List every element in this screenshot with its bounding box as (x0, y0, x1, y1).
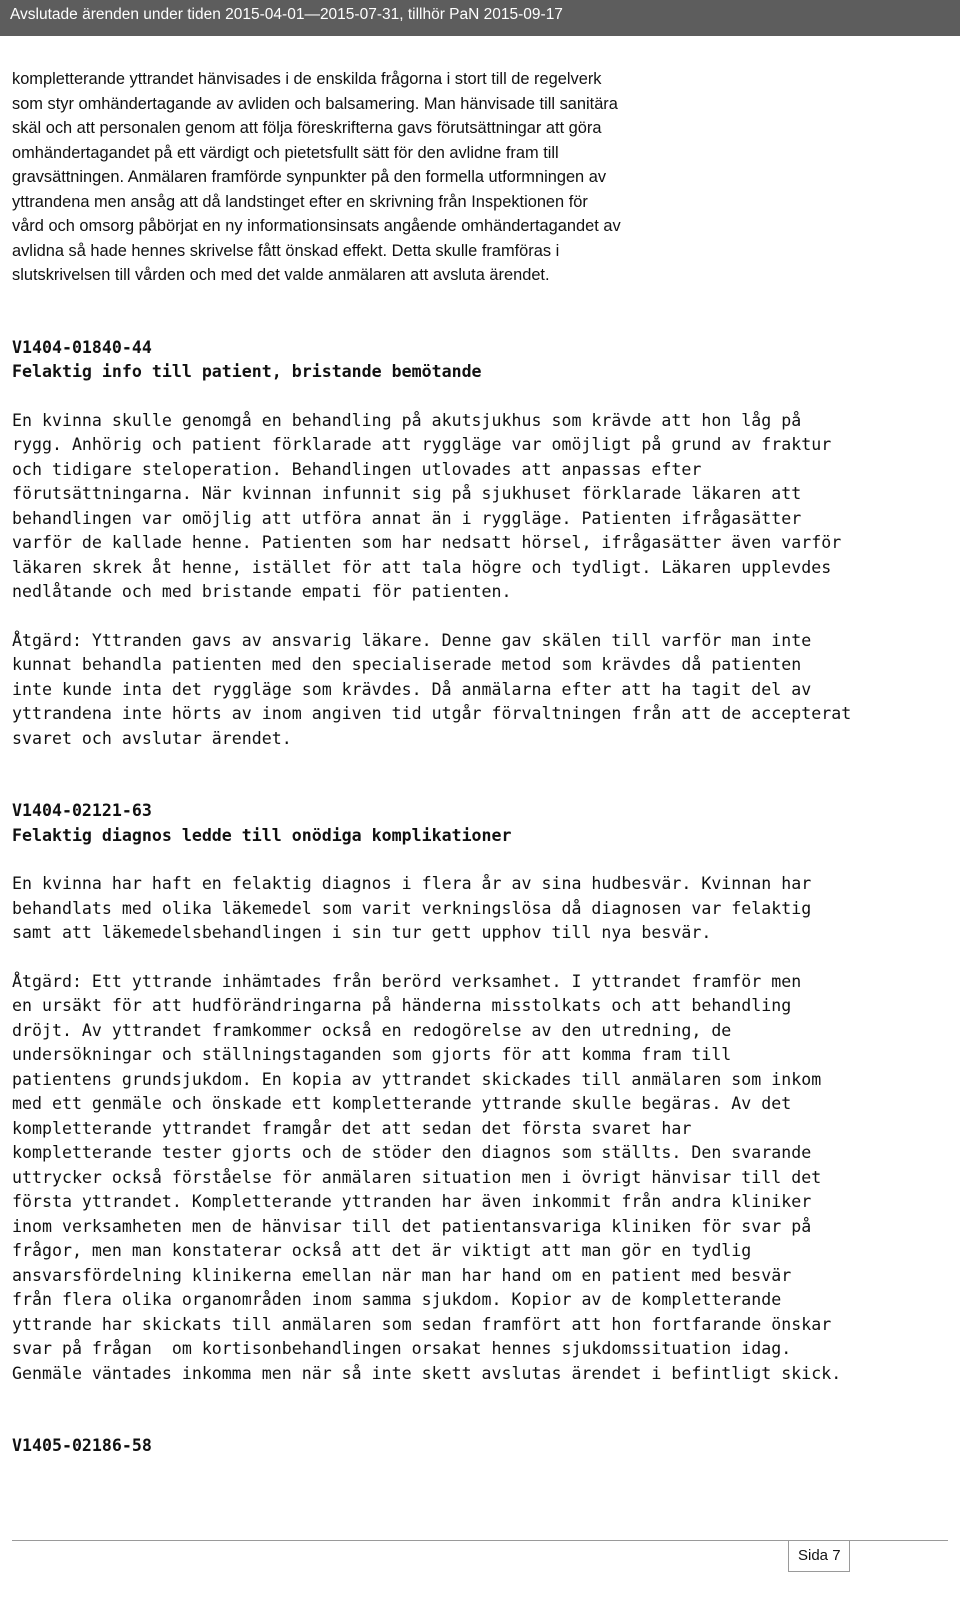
case-action (12, 629, 947, 752)
text-line: inom verksamheten men de hänvisar till det patientansvariga kliniken för svar på (12, 1216, 812, 1236)
text-line: gravsättningen. Anmälaren framförde synpunkter på den formella utformningen av (12, 168, 607, 186)
case-section (12, 1434, 947, 1459)
case-id: V1404-02121-63 (12, 801, 152, 820)
case-section (12, 799, 947, 1386)
page-number: Sida 7 (798, 1547, 841, 1564)
text-line: slutskrivelsen till vården och med det valde anmälaren att avsluta ärendet. (12, 266, 550, 284)
text-line: vård och omsorg påbörjat en ny informationsinsats angående omhändertagandet av (12, 217, 621, 235)
text-line: och tidigare steloperation. Behandlingen utlovades att anpassas efter (12, 459, 702, 479)
text-line: kompletterande tester gjorts och de stöder den diagnos som ställts. Den svarande (12, 1143, 812, 1162)
text-line: yttrandena men ansåg att då landstinget efter en skrivning från Inspektionen för (12, 192, 588, 211)
text-line: rygg. Anhörig och patient förklarade att ryggläge var omöjligt på grund av fraktur (12, 435, 832, 454)
text-line: dröjt. Av yttrandet framkommer också en redogörelse av den utredning, de (12, 1020, 732, 1040)
text-line: uttrycker också förståelse för anmälaren situation men i övrigt hänvisar till det (12, 1167, 822, 1187)
text-line: svaret och avslutar ärendet. (12, 728, 292, 748)
text-line: yttrande har skickats till anmälaren som sedan framfört att hon fortfarande önskar (12, 1314, 832, 1334)
text-line: avlidna så hade hennes skrivelse fått önskad effekt. Detta skulle framföras i (12, 241, 560, 260)
text-line: behandlingen var omöjlig att utföra annat än i ryggläge. Patienten ifrågasätter (12, 508, 802, 528)
text-line: Genmäle väntades inkomma men när så inte skett avslutas ärendet i befintligt skick. (12, 1363, 842, 1383)
text-line: nedlåtande och med bristande empati för patienten. (12, 582, 512, 601)
text-line: läkaren skrek åt henne, istället för att tala högre och tydligt. Läkaren upplevdes (12, 557, 832, 577)
text-line: skäl och att personalen genom att följa föreskrifterna gavs förutsättningar att göra (12, 119, 602, 137)
text-line: kompletterande yttrandet framgår det att sedan det första svaret har (12, 1118, 692, 1138)
case-id: V1404-01840-44 (12, 337, 152, 357)
text-line: Åtgärd: Yttranden gavs av ansvarig läkare. Denne gav skälen till varför man inte (12, 630, 812, 650)
text-line: kompletterande yttrandet hänvisades i de enskilda frågorna i stort till de regelverk (12, 70, 602, 88)
text-line: kunnat behandla patienten med den specialiserade metod som krävdes då patienten (12, 655, 802, 674)
text-line: svar på frågan om kortisonbehandlingen orsakat hennes sjukdomssituation idag. (12, 1339, 792, 1358)
text-line: från flera olika organområden inom samma sjukdom. Kopior av de kompletterande (12, 1290, 782, 1309)
text-line: omhändertagandet på ett värdigt och pietetsfullt sätt för den avlidne fram till (12, 143, 559, 162)
text-line: som styr omhändertagande av avliden och balsamering. Man hänvisade till sanitära (12, 94, 618, 113)
text-line: ansvarsfördelning klinikerna emellan när man har hand om en patient med besvär (12, 1265, 792, 1285)
case-action (12, 970, 947, 1387)
text-line: yttrandena inte hörts av inom angiven tid utgår förvaltningen från att de accepterat (12, 704, 852, 723)
intro-paragraph (12, 67, 947, 288)
case-description (12, 872, 947, 946)
text-line: förutsättningarna. När kvinnan infunnit sig på sjukhuset förklarade läkaren att (12, 484, 802, 503)
case-description (12, 409, 947, 605)
page-header (0, 0, 960, 36)
text-line: inte kunde inta det ryggläge som krävdes. Då anmälarna efter att ha tagit del av (12, 679, 812, 699)
text-line: behandlats med olika läkemedel som varit verkningslösa då diagnosen var felaktig (12, 898, 812, 918)
text-line: samt att läkemedelsbehandlingen i sin tur gett upphov till nya besvär. (12, 923, 712, 942)
header-title: Avslutade ärenden under tiden 2015-04-01—2015-07-31, tillhör PaN 2015-09-17 (10, 6, 563, 23)
case-title: Felaktig info till patient, bristande bemötande (12, 362, 482, 381)
text-line: En kvinna skulle genomgå en behandling på akutsjukhus som krävde att hon låg på (12, 410, 802, 430)
text-line: frågor, men man konstaterar också att det är viktigt att man gör en tydlig (12, 1241, 752, 1260)
text-line: undersökningar och ställningstaganden som gjorts för att komma fram till (12, 1045, 732, 1064)
case-title: Felaktig diagnos ledde till onödiga komplikationer (12, 825, 512, 845)
page-number-box (788, 1541, 850, 1572)
text-line: varför de kallade henne. Patienten som har nedsatt hörsel, ifrågasätter även varför (12, 533, 842, 552)
text-line: första yttrandet. Kompletterande yttranden har även inkommit från andra kliniker (12, 1192, 812, 1211)
text-line: patientens grundsjukdom. En kopia av yttrandet skickades till anmälaren som inkom (12, 1069, 822, 1089)
text-line: Åtgärd: Ett yttrande inhämtades från berörd verksamhet. I yttrandet framför men (12, 971, 802, 991)
case-id: V1405-02186-58 (12, 1436, 152, 1455)
text-line: En kvinna har haft en felaktig diagnos i flera år av sina hudbesvär. Kvinnan har (12, 874, 812, 893)
document-body (12, 67, 947, 1459)
text-line: en ursäkt för att hudförändringarna på händerna misstolkats och att behandling (12, 996, 792, 1015)
case-section (12, 336, 947, 752)
text-line: med ett genmäle och önskade ett kompletterande yttrande skulle begäras. Av det (12, 1094, 792, 1113)
